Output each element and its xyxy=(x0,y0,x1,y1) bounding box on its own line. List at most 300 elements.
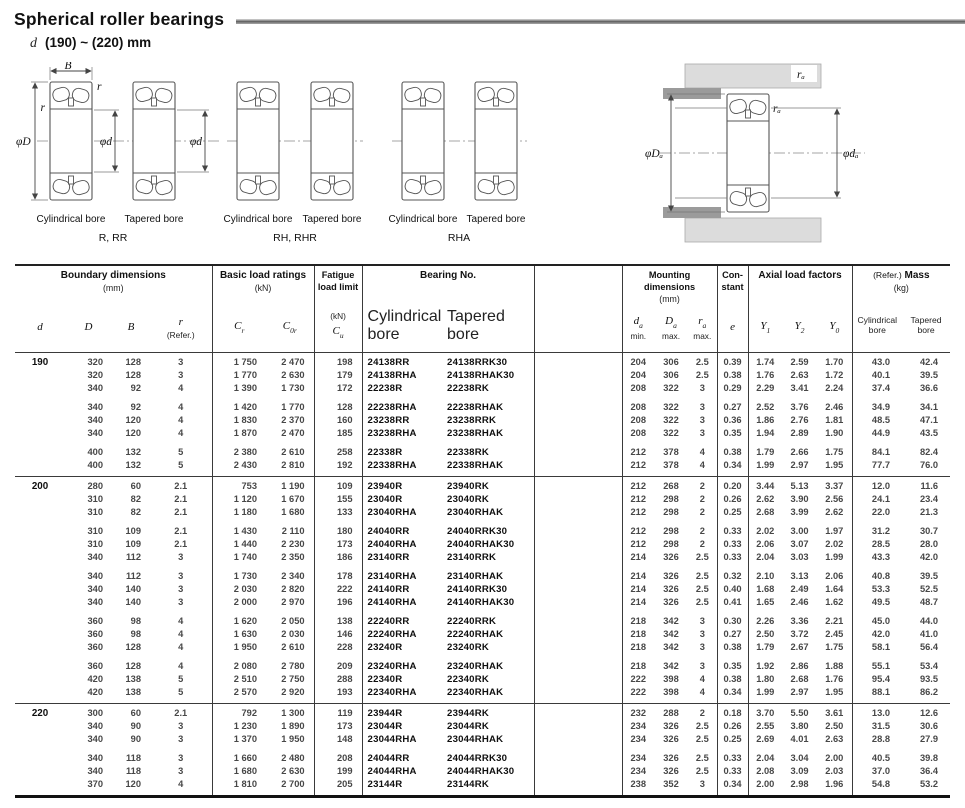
cell-d xyxy=(15,382,65,395)
cell-r: 3 xyxy=(178,370,184,380)
cell-da: 214 xyxy=(622,564,654,583)
header-mounting-dimensions: Mounting dimensions (mm) xyxy=(622,265,717,304)
cell-mass-tapered: 27.9 xyxy=(919,734,939,744)
cell-spacer xyxy=(534,477,622,494)
table-row xyxy=(15,733,950,746)
cell-Da: 298 xyxy=(663,507,679,517)
cell-cylindrical-bore: 22338R xyxy=(362,440,442,459)
table-row xyxy=(15,519,950,538)
cell-D: 420 xyxy=(87,687,103,697)
table-row xyxy=(15,673,950,686)
cell-ra: 2.5 xyxy=(695,753,709,763)
cell-Y1: 2.10 xyxy=(748,564,782,583)
bearing-diagrams xyxy=(15,62,950,256)
cell-spacer xyxy=(534,353,622,370)
cell-D: 400 xyxy=(87,460,103,470)
series-label-1: R, RR xyxy=(98,232,128,244)
cell-Cu: 148 xyxy=(314,733,362,746)
cell-mass-cylindrical: 49.5 xyxy=(852,596,902,609)
col-header-tapered-bore: Tapered bore xyxy=(447,308,505,343)
cell-mass-cylindrical: 77.7 xyxy=(852,459,902,477)
cell-da: 208 xyxy=(622,427,654,440)
cell-mass-cylindrical: 40.8 xyxy=(852,564,902,583)
cell-Y2: 5.50 xyxy=(782,704,817,721)
cell-ra: 2.5 xyxy=(695,552,709,562)
cell-mass-tapered: 48.7 xyxy=(919,597,939,607)
cell-d: 200 xyxy=(15,477,65,494)
cell-mass-cylindrical: 22.0 xyxy=(852,506,902,519)
cell-Y1: 2.08 xyxy=(748,765,782,778)
cell-tapered-bore: 23240RHAK xyxy=(447,661,504,672)
cell-mass-cylindrical: 45.0 xyxy=(852,609,902,628)
cell-Da: 306 xyxy=(663,370,679,380)
bearing-table-body xyxy=(15,353,950,797)
cell-D: 360 xyxy=(87,661,103,671)
cell-Y0: 1.75 xyxy=(825,642,844,652)
col-header-Cu: (kN) $C_u$ xyxy=(314,304,362,353)
cell-Cu: 155 xyxy=(314,493,362,506)
cell-Y0: 2.24 xyxy=(825,383,844,393)
cell-spacer xyxy=(534,704,622,721)
cell-Y2: 3.80 xyxy=(790,721,809,731)
cell-mass-tapered: 56.4 xyxy=(919,642,939,652)
cell-C0r: 1 890 xyxy=(281,721,305,731)
cell-Cu: 128 xyxy=(314,395,362,414)
cell-e: 0.33 xyxy=(717,538,748,551)
cell-Y1: 1.86 xyxy=(748,414,782,427)
cell-Cu: 198 xyxy=(314,353,362,370)
cell-ra: 2 xyxy=(699,539,705,549)
cell-r: 4 xyxy=(178,616,184,626)
cell-e: 0.33 xyxy=(717,551,748,564)
cell-Y2: 3.09 xyxy=(790,766,809,776)
dim-label-phida: φdₐ xyxy=(843,148,859,160)
cell-tapered-bore: 24138RRK30 xyxy=(442,353,534,370)
cell-mass-tapered: 47.1 xyxy=(919,415,939,425)
col-header-e: e xyxy=(717,304,748,353)
cell-ra: 2.5 xyxy=(695,584,709,594)
cell-Cu: 119 xyxy=(314,704,362,721)
cell-D: 320 xyxy=(65,353,112,370)
cell-spacer xyxy=(534,628,622,641)
cell-r: 4 xyxy=(178,779,184,789)
cell-Y0: 3.61 xyxy=(817,704,852,721)
table-row xyxy=(15,506,950,519)
cell-mass-cylindrical: 42.0 xyxy=(852,628,902,641)
cell-Y0: 1.70 xyxy=(817,353,852,370)
cell-da: 218 xyxy=(622,641,654,654)
cell-ra: 4 xyxy=(699,674,705,684)
cell-C0r: 2 050 xyxy=(281,616,305,626)
cell-mass-tapered: 53.4 xyxy=(919,661,939,671)
cell-spacer xyxy=(534,395,622,414)
cell-tapered-bore: 23940RK xyxy=(442,477,534,494)
cell-Cu: 199 xyxy=(314,765,362,778)
cell-da: 218 xyxy=(622,609,654,628)
cell-cylindrical-bore: 23144R xyxy=(362,778,442,797)
cell-d xyxy=(15,778,65,797)
cell-Y0: 1.62 xyxy=(825,597,844,607)
cell-mass-cylindrical: 37.0 xyxy=(852,765,902,778)
cell-D: 340 xyxy=(87,753,103,763)
bearing-figure-group-2 xyxy=(224,82,363,244)
cell-mass-cylindrical: 88.1 xyxy=(852,686,902,704)
cell-da: 234 xyxy=(622,746,654,765)
cell-C0r: 2 340 xyxy=(281,571,305,581)
cell-Y2: 2.63 xyxy=(790,370,809,380)
cell-D: 340 xyxy=(87,383,103,393)
cell-Da: 298 xyxy=(663,526,679,536)
cell-e: 0.18 xyxy=(717,704,748,721)
cell-Cu: 209 xyxy=(314,654,362,673)
cell-mass-cylindrical: 28.5 xyxy=(852,538,902,551)
cell-Da: 352 xyxy=(663,779,679,789)
cell-B: 109 xyxy=(125,526,141,536)
cell-spacer xyxy=(534,673,622,686)
cell-D: 280 xyxy=(65,477,112,494)
dim-label-phiDa: φDₐ xyxy=(644,148,663,160)
cell-Y1: 2.06 xyxy=(748,538,782,551)
caption-tapered-bore-3: Tapered bore xyxy=(466,214,526,225)
cell-D: 310 xyxy=(87,526,103,536)
cell-mass-tapered: 12.6 xyxy=(902,704,950,721)
cell-e: 0.27 xyxy=(717,395,748,414)
cell-r: 4 xyxy=(178,415,184,425)
cell-D: 360 xyxy=(87,616,103,626)
cell-e: 0.40 xyxy=(717,583,748,596)
cell-tapered-bore: 23238RRK xyxy=(447,415,497,426)
cell-ra: 2.5 xyxy=(695,721,709,731)
cell-Cr: 1 950 xyxy=(212,641,266,654)
cell-tapered-bore: 24044RRK30 xyxy=(447,753,508,764)
cell-d xyxy=(15,551,65,564)
cell-Y1: 1.65 xyxy=(748,596,782,609)
cell-e: 0.41 xyxy=(717,596,748,609)
cell-r: 4 xyxy=(178,642,184,652)
cell-B: 118 xyxy=(126,766,141,776)
cell-cylindrical-bore: 22238R xyxy=(362,382,442,395)
cell-cylindrical-bore: 23044R xyxy=(362,720,442,733)
cell-Cr: 1 440 xyxy=(212,538,266,551)
cell-Y0: 1.99 xyxy=(825,552,844,562)
cell-cylindrical-bore: 23944R xyxy=(362,704,442,721)
page-subtitle xyxy=(30,35,965,52)
cell-cylindrical-bore: 23040R xyxy=(362,493,442,506)
cell-B: 109 xyxy=(125,539,141,549)
cell-spacer xyxy=(534,765,622,778)
cell-B: 90 xyxy=(130,734,141,744)
caption-cylindrical-bore-3: Cylindrical bore xyxy=(388,214,458,225)
table-row xyxy=(15,641,950,654)
cell-B: 128 xyxy=(125,661,141,671)
cell-r: 5 xyxy=(178,687,184,697)
dim-label-ra-top: rₐ xyxy=(797,69,805,81)
cell-B: 128 xyxy=(125,642,141,652)
cell-Cr: 2 510 xyxy=(212,673,266,686)
dim-label-r-side: r xyxy=(40,102,45,114)
cell-cylindrical-bore: 23044RHA xyxy=(362,733,442,746)
cell-da: 234 xyxy=(622,733,654,746)
cell-Cu: 186 xyxy=(314,551,362,564)
cell-da: 222 xyxy=(622,686,654,704)
cell-Cu: 179 xyxy=(314,369,362,382)
cell-d xyxy=(15,746,65,765)
cell-r: 2.1 xyxy=(174,507,188,517)
cell-Y2: 5.13 xyxy=(782,477,817,494)
cell-C0r: 2 110 xyxy=(281,526,305,536)
cell-mass-tapered: 30.6 xyxy=(919,721,939,731)
cell-da: 212 xyxy=(622,538,654,551)
header-bearing-no: Bearing No. xyxy=(362,265,534,304)
cell-d xyxy=(15,654,65,673)
cell-mass-cylindrical: 58.1 xyxy=(852,641,902,654)
cell-Da: 398 xyxy=(663,687,679,697)
cell-Y1: 2.02 xyxy=(748,519,782,538)
cell-Cu: 180 xyxy=(314,519,362,538)
caption-cylindrical-bore-1: Cylindrical bore xyxy=(36,214,106,225)
cell-C0r: 2 630 xyxy=(281,766,305,776)
cell-D: 340 xyxy=(87,766,103,776)
cell-Cu: 222 xyxy=(314,583,362,596)
cell-spacer xyxy=(534,493,622,506)
cell-Da: 326 xyxy=(663,753,679,763)
cell-d xyxy=(15,733,65,746)
cell-da: 238 xyxy=(622,778,654,797)
dim-label-phid-2: φd xyxy=(189,136,202,148)
cell-Cr: 2 380 xyxy=(212,440,266,459)
table-row xyxy=(15,551,950,564)
cell-spacer xyxy=(534,564,622,583)
cell-D: 360 xyxy=(87,629,103,639)
header-mass: (Refer.) Mass (kg) xyxy=(852,265,950,304)
cell-spacer xyxy=(534,519,622,538)
cell-mass-cylindrical: 95.4 xyxy=(852,673,902,686)
cell-Cr: 2 080 xyxy=(212,654,266,673)
cell-r: 3 xyxy=(178,721,184,731)
cell-r: 2.1 xyxy=(174,539,188,549)
cell-Cu: 193 xyxy=(314,686,362,704)
cell-d: 220 xyxy=(15,704,65,721)
cell-Y1: 1.92 xyxy=(748,654,782,673)
bearing-table xyxy=(15,264,950,798)
cell-D: 340 xyxy=(87,734,103,744)
cell-Y0: 2.21 xyxy=(825,616,844,626)
table-row xyxy=(15,778,950,797)
table-row xyxy=(15,720,950,733)
cell-Y0: 2.02 xyxy=(825,539,844,549)
cell-spacer xyxy=(534,382,622,395)
cell-mass-cylindrical: 28.8 xyxy=(852,733,902,746)
cell-da: 212 xyxy=(622,506,654,519)
cell-cylindrical-bore: 24044RHA xyxy=(362,765,442,778)
cell-D: 400 xyxy=(87,447,103,457)
cell-tapered-bore: 24040RRK30 xyxy=(447,526,508,537)
cell-D: 370 xyxy=(87,779,103,789)
cell-D: 340 xyxy=(87,584,103,594)
cell-Da: 342 xyxy=(663,616,679,626)
cell-cylindrical-bore: 23140RHA xyxy=(362,564,442,583)
cell-da: 218 xyxy=(622,654,654,673)
cell-e: 0.25 xyxy=(717,506,748,519)
cell-mass-cylindrical: 31.2 xyxy=(852,519,902,538)
header-basic-load-ratings: Basic load ratings (kN) xyxy=(212,265,314,304)
cell-C0r: 1 770 xyxy=(281,402,305,412)
cell-Da: 326 xyxy=(663,571,679,581)
table-row xyxy=(15,628,950,641)
cell-C0r: 2 750 xyxy=(281,674,305,684)
cell-da: 212 xyxy=(622,440,654,459)
cell-mass-tapered: 53.2 xyxy=(919,779,939,789)
header-constant: Con- stant xyxy=(717,265,748,304)
cell-Y2: 3.76 xyxy=(790,402,809,412)
cell-cylindrical-bore: 24040RHA xyxy=(362,538,442,551)
cell-da: 214 xyxy=(622,596,654,609)
cell-e: 0.39 xyxy=(717,353,748,370)
cell-Y1: 1.94 xyxy=(748,427,782,440)
cell-mass-cylindrical: 53.3 xyxy=(852,583,902,596)
table-row xyxy=(15,746,950,765)
cell-C0r: 2 610 xyxy=(281,447,305,457)
cell-cylindrical-bore: 24140RHA xyxy=(362,596,442,609)
cell-tapered-bore: 22240RRK xyxy=(447,616,497,627)
cell-Cu: 192 xyxy=(314,459,362,477)
cell-tapered-bore: 22338RHAK xyxy=(447,460,504,471)
cell-mass-tapered: 39.8 xyxy=(919,753,939,763)
cell-tapered-bore: 23140RHAK xyxy=(447,571,504,582)
cell-cylindrical-bore: 24040RR xyxy=(362,519,442,538)
cell-mass-cylindrical: 54.8 xyxy=(852,778,902,797)
cell-Cu: 133 xyxy=(314,506,362,519)
cell-cylindrical-bore: 24044RR xyxy=(362,746,442,765)
col-header-da: $d_a$ min. xyxy=(622,304,654,353)
cell-C0r: 1 190 xyxy=(266,477,314,494)
cell-Y2: 2.67 xyxy=(790,642,809,652)
cell-cylindrical-bore: 23240RHA xyxy=(362,654,442,673)
cell-ra: 2 xyxy=(699,526,705,536)
col-header-mass-cylindrical: Cylindrical bore xyxy=(852,304,902,353)
cell-da: 208 xyxy=(622,414,654,427)
cell-Y1: 2.52 xyxy=(748,395,782,414)
cell-da: 208 xyxy=(622,382,654,395)
cell-da: 212 xyxy=(622,477,654,494)
cell-ra: 3 xyxy=(699,779,705,789)
cell-d xyxy=(15,440,65,459)
cell-mass-tapered: 39.5 xyxy=(919,571,939,581)
cell-B: 98 xyxy=(130,629,141,639)
col-header-cylindrical-bore: Cylindrical bore xyxy=(362,304,442,353)
cell-C0r: 1 670 xyxy=(281,494,305,504)
cell-Y2: 2.98 xyxy=(790,779,809,789)
cell-C0r: 2 030 xyxy=(281,629,305,639)
cell-mass-tapered: 42.0 xyxy=(919,552,939,562)
cell-Cu: 208 xyxy=(314,746,362,765)
cell-Cu: 109 xyxy=(314,477,362,494)
cell-e: 0.27 xyxy=(717,628,748,641)
cell-Cr: 1 830 xyxy=(212,414,266,427)
cell-da: 212 xyxy=(622,493,654,506)
cell-Cr: 1 120 xyxy=(212,493,266,506)
cell-mass-tapered: 34.1 xyxy=(919,402,939,412)
cell-D: 340 xyxy=(87,552,103,562)
cell-Cr: 2 030 xyxy=(212,583,266,596)
cell-e: 0.33 xyxy=(717,765,748,778)
cell-cylindrical-bore: 24138RHA xyxy=(362,369,442,382)
header-boundary-dimensions: Boundary dimensions (mm) xyxy=(60,270,166,293)
cell-ra: 2 xyxy=(699,507,705,517)
cell-cylindrical-bore: 24138RR xyxy=(362,353,442,370)
cell-Y2: 2.46 xyxy=(790,597,809,607)
cell-Da: 306 xyxy=(654,353,688,370)
cell-mass-cylindrical: 31.5 xyxy=(852,720,902,733)
col-header-ra: $r_a$ max. xyxy=(693,315,712,341)
cell-Y0: 2.00 xyxy=(825,753,844,763)
cell-Y1: 2.69 xyxy=(748,733,782,746)
mounting-figure xyxy=(645,64,865,242)
cell-d xyxy=(15,720,65,733)
cell-Y1: 1.79 xyxy=(748,440,782,459)
cell-mass-tapered: 93.5 xyxy=(919,674,939,684)
table-row xyxy=(15,414,950,427)
cell-spacer xyxy=(534,596,622,609)
cell-d xyxy=(15,427,65,440)
cell-Cr: 1 420 xyxy=(212,395,266,414)
table-row xyxy=(15,493,950,506)
cell-Cu: 196 xyxy=(314,596,362,609)
cell-mass-cylindrical: 40.1 xyxy=(852,369,902,382)
page-header xyxy=(0,0,965,30)
cell-Cr: 792 xyxy=(212,704,266,721)
cell-C0r: 1 300 xyxy=(266,704,314,721)
cell-Da: 322 xyxy=(663,402,679,412)
cell-D: 310 xyxy=(87,494,103,504)
cell-e: 0.38 xyxy=(717,369,748,382)
cell-Y1: 2.68 xyxy=(748,506,782,519)
cell-D: 310 xyxy=(87,507,103,517)
cell-B: 140 xyxy=(125,597,141,607)
cell-B: 140 xyxy=(125,584,141,594)
cell-Da: 326 xyxy=(663,766,679,776)
col-header-B: B xyxy=(127,321,135,333)
bearing-figure-group-1 xyxy=(16,62,219,244)
cell-D: 340 xyxy=(87,721,103,731)
cell-Y0: 2.62 xyxy=(825,507,844,517)
dim-label-B: B xyxy=(64,62,72,72)
cell-Y0: 2.46 xyxy=(825,402,844,412)
cell-Y0: 1.96 xyxy=(825,779,844,789)
col-header-d: d xyxy=(37,321,43,333)
cell-e: 0.33 xyxy=(717,519,748,538)
cell-B: 60 xyxy=(112,704,150,721)
cell-r: 3 xyxy=(178,597,184,607)
cell-D: 300 xyxy=(65,704,112,721)
cell-Da: 326 xyxy=(663,597,679,607)
cell-Da: 268 xyxy=(654,477,688,494)
cell-C0r: 2 820 xyxy=(281,584,305,594)
cell-d xyxy=(15,765,65,778)
cell-cylindrical-bore: 22340R xyxy=(362,673,442,686)
cell-D: 340 xyxy=(87,402,103,412)
cell-Cu: 173 xyxy=(314,720,362,733)
cell-B: 112 xyxy=(126,571,141,581)
cell-B: 138 xyxy=(125,674,141,684)
cell-Y0: 1.76 xyxy=(825,674,844,684)
cell-tapered-bore: 22240RHAK xyxy=(447,629,504,640)
table-row xyxy=(15,427,950,440)
header-fatigue-load-limit: Fatigue load limit xyxy=(314,265,362,304)
cell-da: 214 xyxy=(622,583,654,596)
cell-mass-cylindrical: 40.5 xyxy=(852,746,902,765)
cell-r: 3 xyxy=(178,734,184,744)
